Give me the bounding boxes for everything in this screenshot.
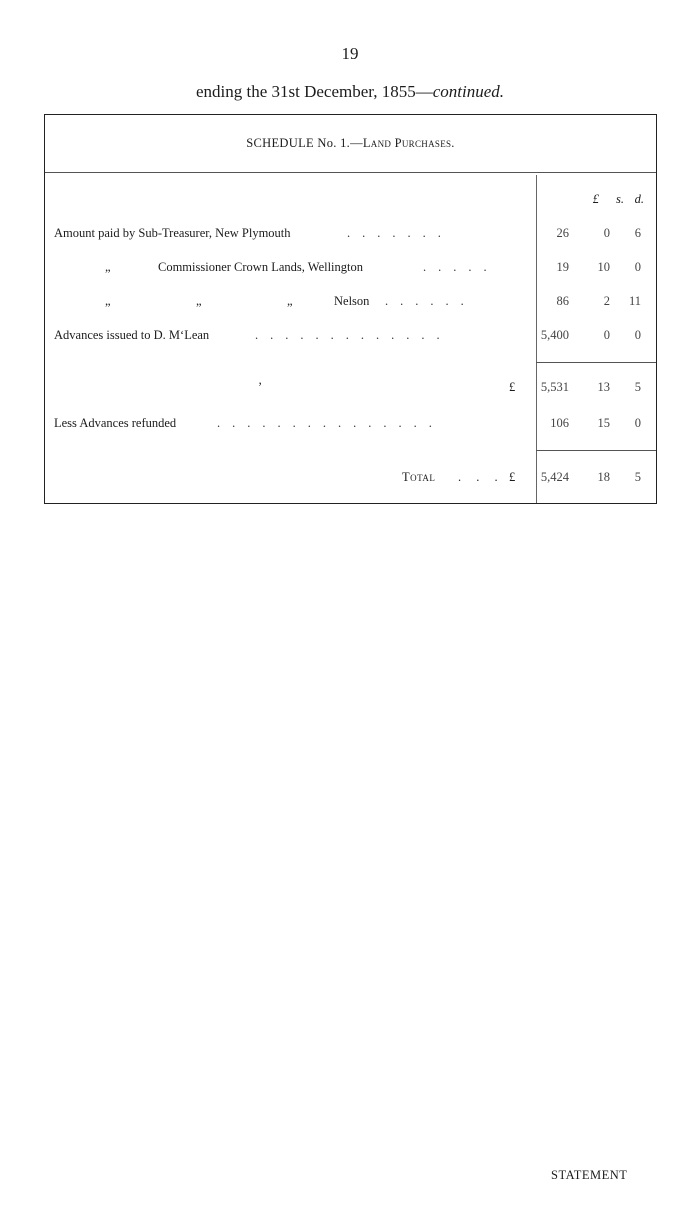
ditto-mark: „ [105,294,111,308]
ditto-mark: „ [105,260,111,274]
ledger-row [45,325,656,345]
title-rule [45,172,656,173]
currency-mark: £ [509,380,516,394]
stray-mark: ’ [258,380,263,394]
column-header-row [45,189,656,209]
dot-leader: ....... [347,226,453,240]
amount-pounds: 19 [556,260,569,274]
amount-shillings: 15 [597,416,610,430]
pence-header: d. [634,192,644,206]
subtotal-pounds: 5,531 [540,380,569,394]
pounds-header: £ [592,192,599,206]
total-pence: 5 [634,470,641,484]
schedule-title-name: Land Purchases. [362,136,455,150]
page-number: 19 [341,44,359,63]
subtotal-row [45,377,656,397]
footer-catchword: STATEMENT [551,1168,628,1182]
schedule-table [44,114,657,504]
page-heading [0,82,700,102]
subtotal-rule [536,362,656,363]
amount-pence: 0 [634,328,641,342]
subtotal-pence: 5 [634,380,641,394]
ledger-row [45,291,656,311]
shillings-header: s. [616,192,624,206]
dot-leader: ............. [255,328,452,342]
subtotal-shillings: 13 [597,380,610,394]
amount-pounds: 106 [550,416,569,430]
ledger-row [45,223,656,243]
amount-pounds: 86 [556,294,569,308]
ledger-row [45,257,656,277]
row-label: Commissioner Crown Lands, Wellington [158,260,364,274]
amount-shillings: 10 [597,260,610,274]
dot-leader: ..... [423,260,499,274]
schedule-title-prefix: SCHEDULE No. 1.— [246,136,363,150]
amount-shillings: 0 [603,226,610,240]
total-rule [536,450,656,451]
amount-shillings: 2 [603,294,610,308]
ditto-mark: „ [196,294,202,308]
amount-pence: 0 [634,260,641,274]
dot-leader: ...... [385,294,476,308]
amount-pounds: 26 [556,226,569,240]
row-label: Less Advances refunded [54,416,177,430]
refund-row [45,413,656,433]
total-row [45,467,656,487]
row-label: Amount paid by Sub-Treasurer, New Plymouth [54,226,291,240]
row-label: Nelson [334,294,370,308]
ditto-mark: „ [287,294,293,308]
amount-pence: 0 [634,416,641,430]
total-label: Total [402,470,436,484]
schedule-title [45,136,656,151]
amount-shillings: 0 [603,328,610,342]
total-dots: . . . [458,470,504,484]
currency-mark: £ [509,470,516,484]
dot-leader: ............... [217,416,444,430]
row-label: Advances issued to D. M‘Lean [54,328,210,342]
amount-pence: 11 [628,294,641,308]
total-pounds: 5,424 [540,470,569,484]
amount-pence: 6 [634,226,641,240]
heading-continued: continued. [432,82,505,101]
total-shillings: 18 [597,470,610,484]
heading-text: ending the 31st December, 1855— [195,82,433,101]
amount-pounds: 5,400 [540,328,569,342]
